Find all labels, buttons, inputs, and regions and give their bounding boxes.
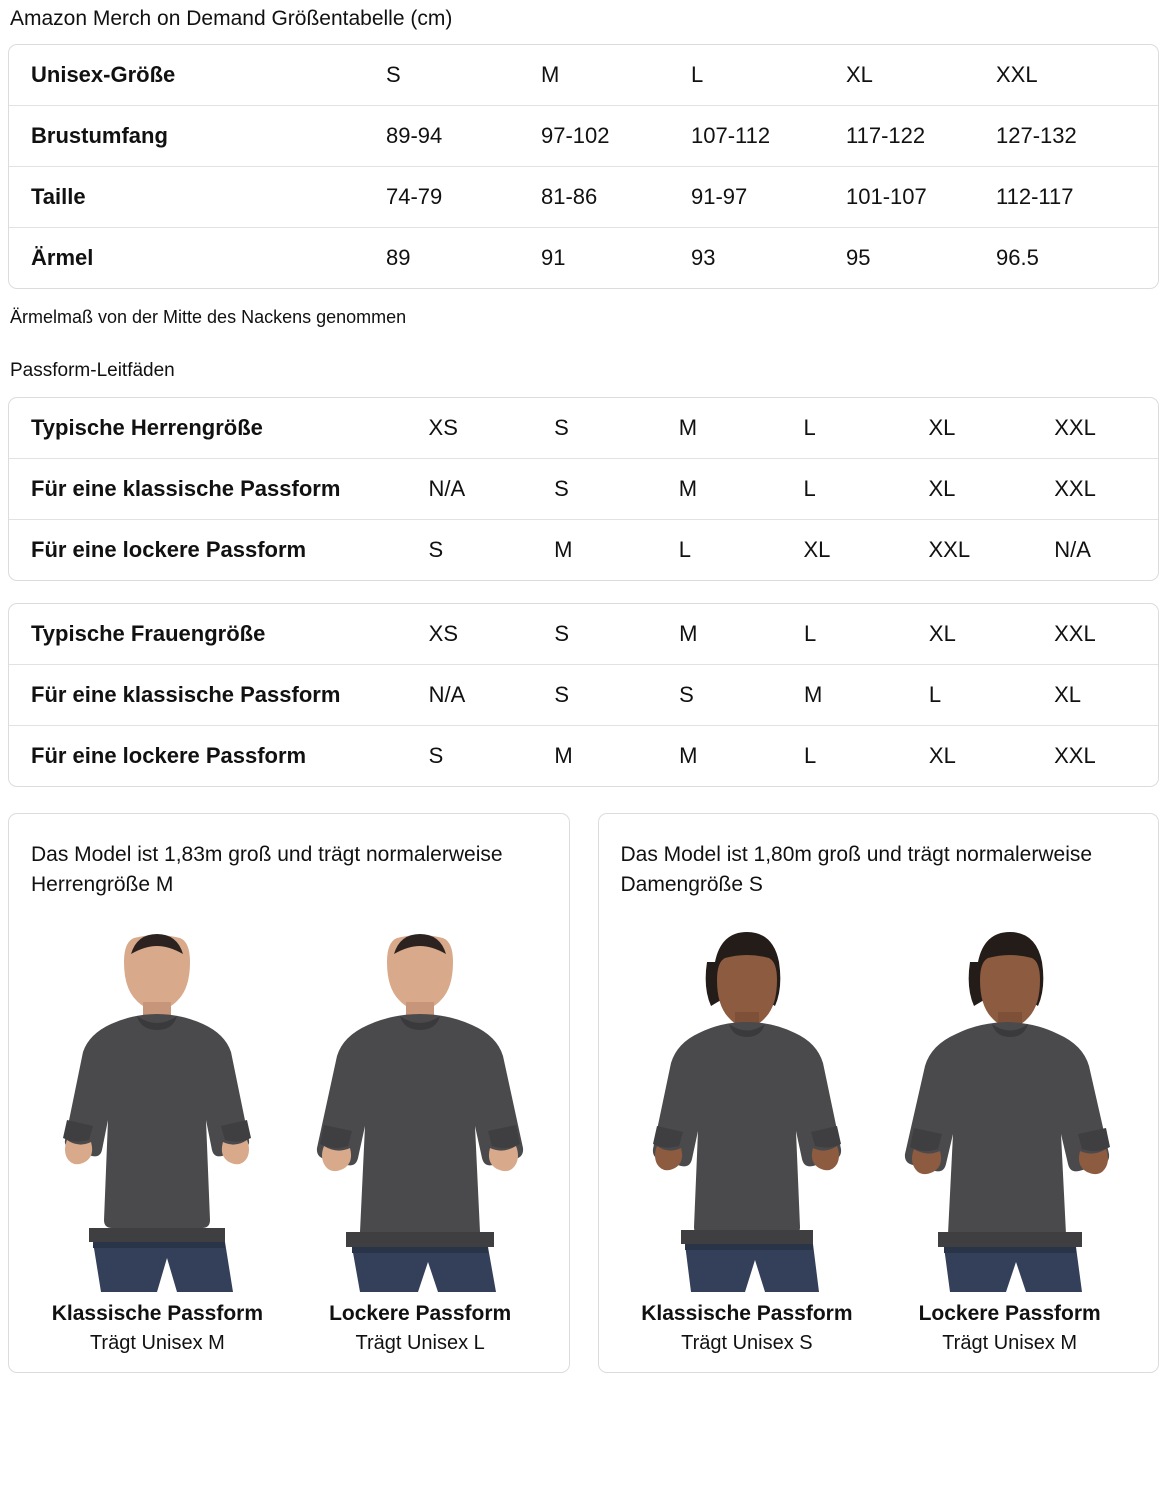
cell: L [669,45,824,106]
cell: 89-94 [364,106,519,167]
row-label: Für eine klassische Passform [9,665,407,726]
cell: S [532,398,657,459]
cell: M [657,459,782,520]
cell: 112-117 [974,167,1158,228]
cell: M [554,743,573,768]
row-label: Unisex-Größe [9,45,364,106]
cell: S [532,665,657,726]
cell: S [657,665,782,726]
cell: L [907,665,1032,726]
cell: XL [907,604,1032,665]
figure-womens-relaxed [883,912,1136,1356]
row-label: Brustumfang [9,106,364,167]
cell: XXL [1032,459,1158,520]
cell: 95 [846,245,871,270]
cell: L [781,398,906,459]
cell: 91 [541,245,566,270]
figure-sublabel: Trägt Unisex L [355,1332,485,1354]
fit-guides-title: Passform-Leitfäden [10,360,175,381]
cell: S [532,604,657,665]
figure-label: Klassische Passform [51,1302,264,1325]
cell: XXL [928,537,971,562]
figure-mens-classic [31,912,284,1356]
womens-fit-guide-table [8,603,1159,787]
cell: XL [928,743,956,768]
cell: M [519,45,669,106]
table-row [9,45,1158,106]
cell: XXL [1054,743,1096,768]
cell: XL [824,45,974,106]
cell: XXL [1032,604,1158,665]
cell: XXL [1032,398,1158,459]
figure-label: Klassische Passform [641,1302,853,1325]
cell: N/A [407,459,533,520]
figure-label: Lockere Passform [918,1302,1101,1325]
cell: M [782,665,907,726]
figure-label: Lockere Passform [329,1302,512,1325]
womens-relaxed-fit-illustration [883,912,1136,1292]
cell: L [782,604,907,665]
table-row [9,228,1158,288]
cell: L [678,537,691,562]
row-label: Taille [9,167,364,228]
table-row [9,665,1158,726]
cell: N/A [407,665,533,726]
cell: N/A [1054,537,1091,562]
sleeve-measurement-note: Ärmelmaß von der Mitte des Nackens genommen [10,307,407,327]
table-row [9,520,1158,580]
cell: XXL [974,45,1158,106]
row-label: Für eine lockere Passform [31,743,307,768]
figure-womens-classic [621,912,874,1356]
cell: 91-97 [669,167,824,228]
cell: XS [407,398,533,459]
cell: M [657,398,782,459]
cell: XL [803,537,831,562]
womens-classic-fit-illustration [621,912,874,1292]
cell: 93 [691,245,716,270]
row-label: Ärmel [31,245,94,270]
row-label: Typische Herrengröße [9,398,407,459]
model-card-caption: Das Model ist 1,80m groß und trägt normalerweise Damengröße S [620,843,1093,896]
figure-mens-relaxed [294,912,547,1356]
figure-sublabel: Trägt Unisex S [681,1332,813,1354]
model-card-womens [598,813,1160,1373]
row-label: Für eine klassische Passform [9,459,407,520]
cell: 101-107 [824,167,974,228]
row-label: Typische Frauengröße [9,604,407,665]
mens-relaxed-fit-illustration [294,912,547,1292]
table-row [9,167,1158,228]
cell: L [781,459,906,520]
figure-row [621,912,1137,1356]
cell: 117-122 [824,106,974,167]
cell: S [428,743,444,768]
table-spacer [8,581,1159,603]
cell: M [554,537,573,562]
cell: M [679,743,698,768]
cell: 96.5 [996,245,1039,270]
mens-fit-guide-table [8,397,1159,581]
cell: XL [1032,665,1158,726]
cell: XL [907,459,1033,520]
cell: S [428,537,444,562]
page-title: Amazon Merch on Demand Größentabelle (cm) [10,7,453,30]
table-row [9,459,1158,520]
table-row [9,398,1158,459]
mens-classic-fit-illustration [31,912,284,1292]
row-label: Für eine lockere Passform [31,537,307,562]
cell: XS [407,604,533,665]
model-card-caption: Das Model ist 1,83m groß und trägt normalerweise Herrengröße M [31,843,503,896]
figure-sublabel: Trägt Unisex M [89,1332,225,1354]
table-row [9,106,1158,167]
cell: S [364,45,519,106]
cell: S [532,459,657,520]
table-row [9,604,1158,665]
model-card-mens [8,813,570,1373]
model-cards [8,813,1159,1373]
cell: 89 [386,245,411,270]
cell: 97-102 [519,106,669,167]
cell: 81-86 [519,167,669,228]
size-chart-table [8,44,1159,289]
cell: 107-112 [669,106,824,167]
figure-row [31,912,547,1356]
cell: L [804,743,817,768]
cell: 127-132 [974,106,1158,167]
cell: M [657,604,782,665]
cell: 74-79 [364,167,519,228]
figure-sublabel: Trägt Unisex M [942,1332,1078,1354]
cell: XL [907,398,1033,459]
table-row [9,726,1158,786]
